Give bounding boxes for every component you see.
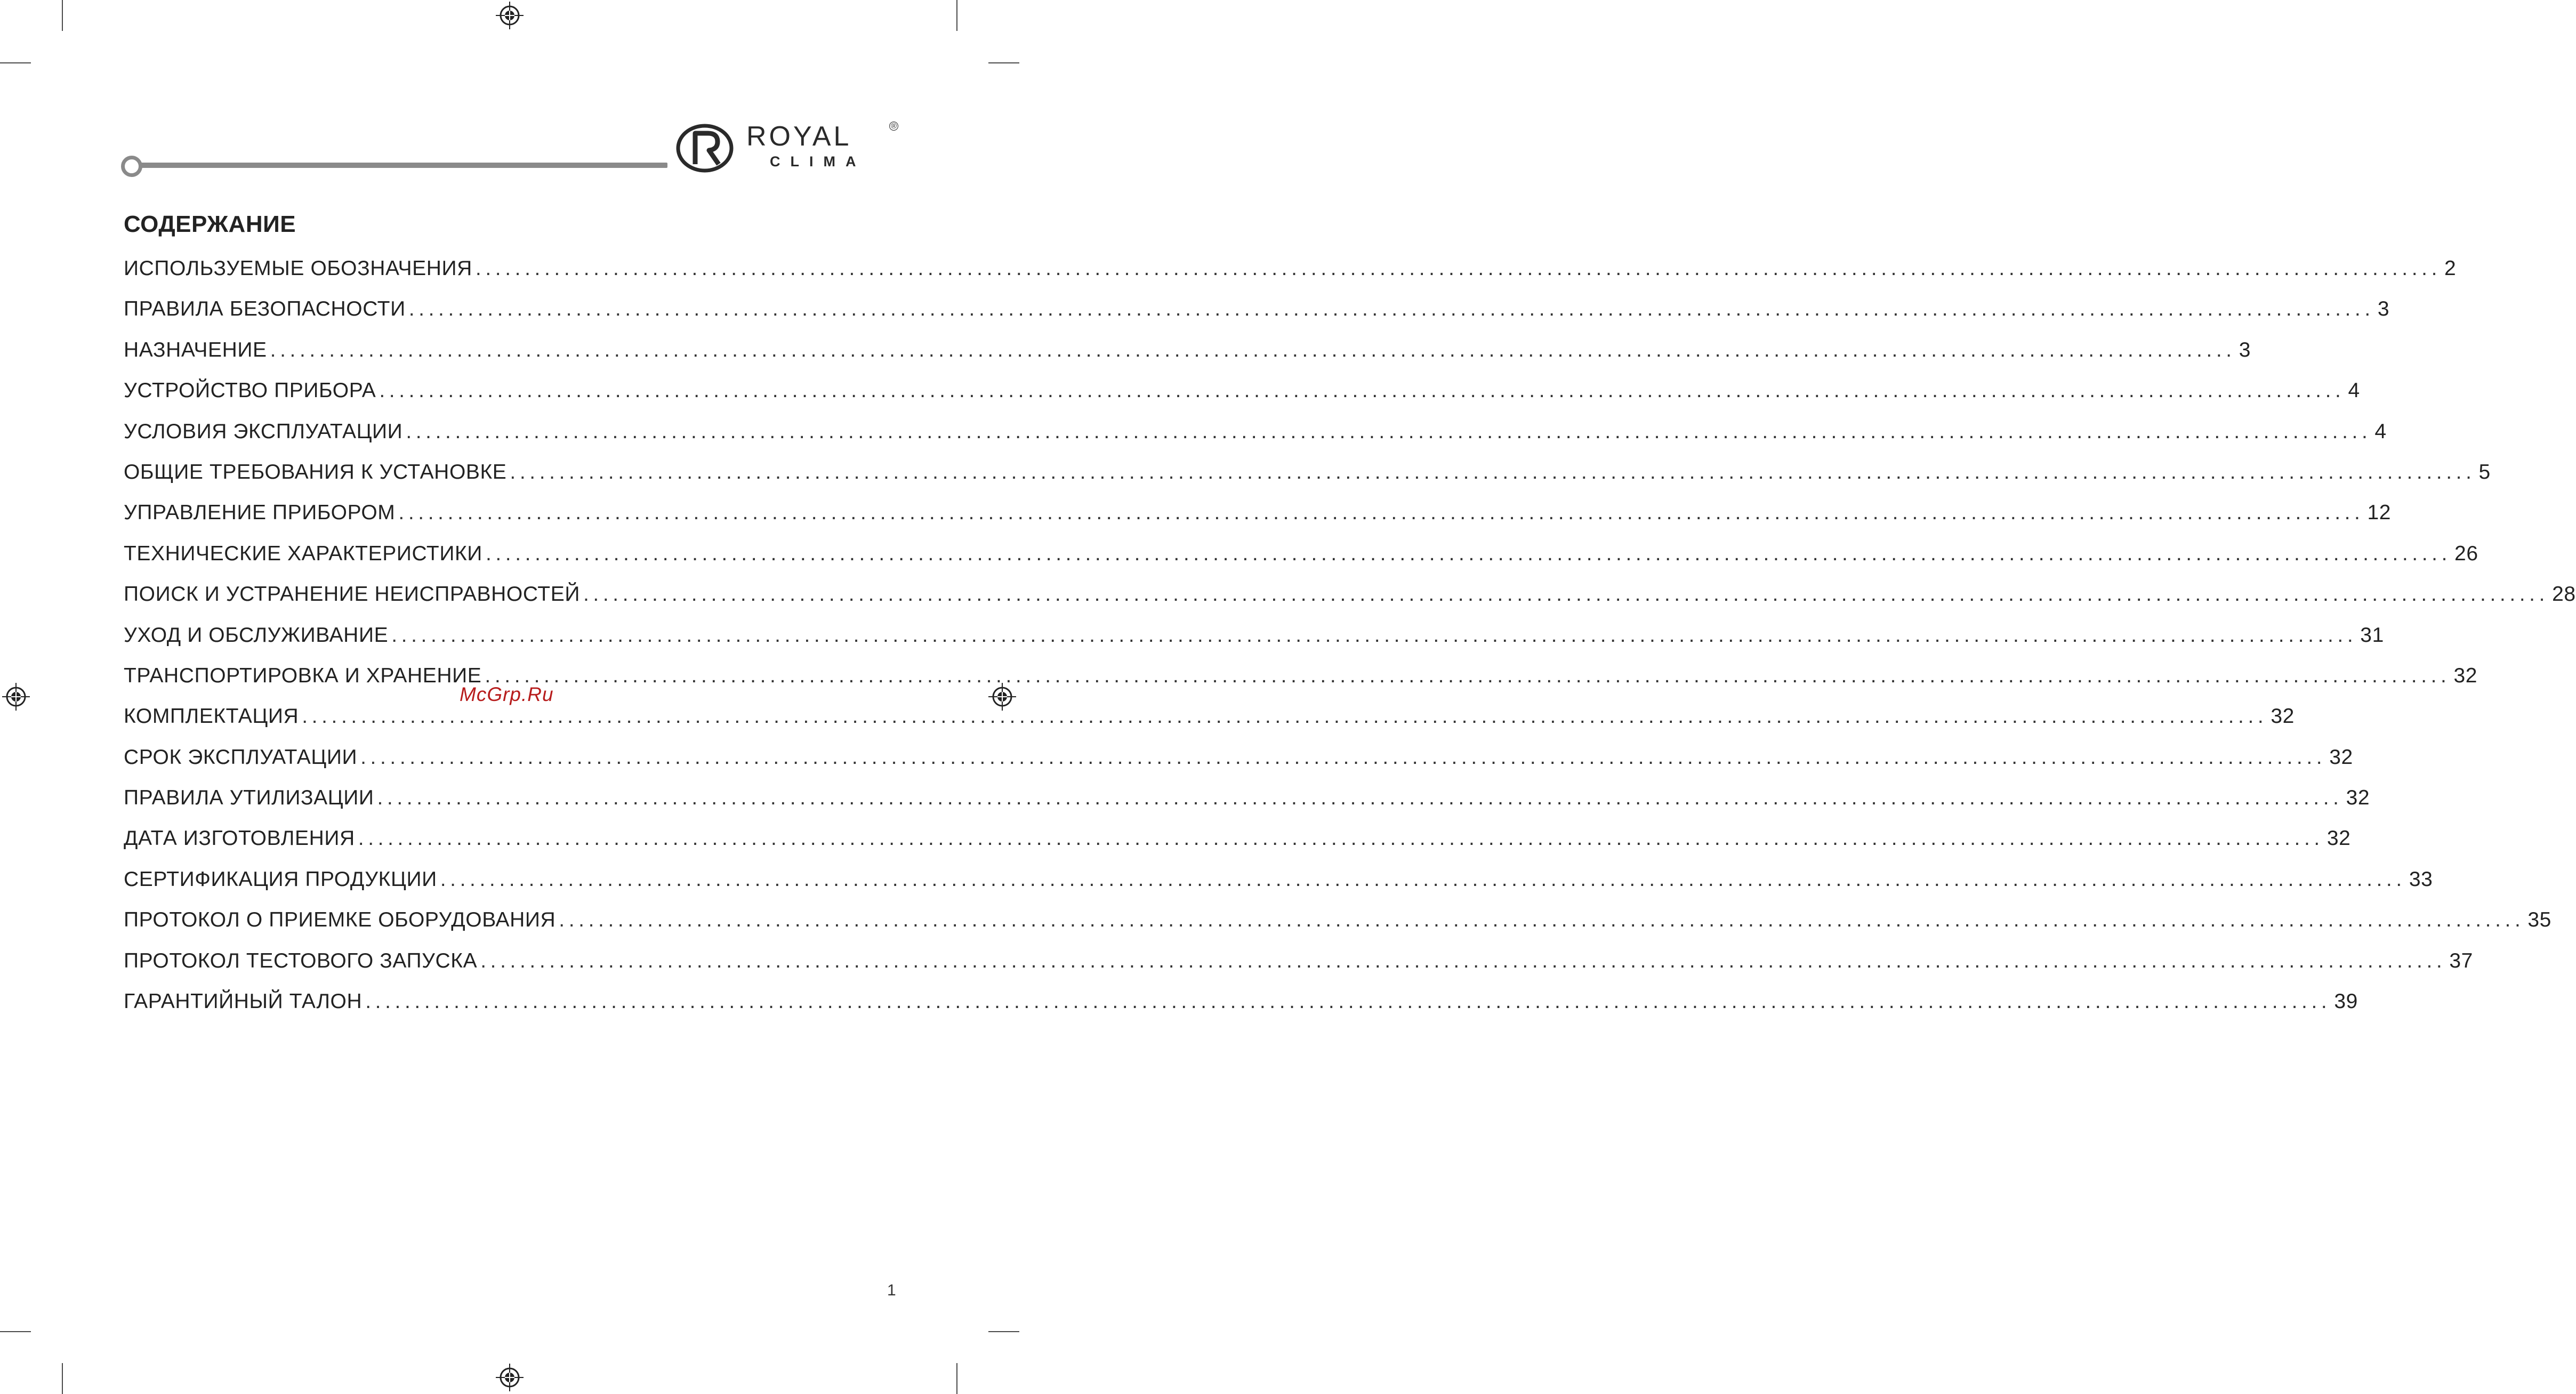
toc-entry-label: ПРОТОКОЛ О ПРИЕМКЕ ОБОРУДОВАНИЯ <box>124 908 556 932</box>
toc-leader-dots: ........................................................................................................................................................................................................ <box>583 583 2549 606</box>
toc-entry-label: УСТРОЙСТВО ПРИБОРА <box>124 379 376 402</box>
registration-mark-icon <box>2 683 30 711</box>
crop-mark-top-left-horizontal <box>0 62 31 63</box>
registered-mark: ® <box>889 122 898 131</box>
toc-leader-dots: ........................................................................................................................................................................................................ <box>270 338 2236 361</box>
toc-entry-page: 39 <box>2334 990 2358 1013</box>
crop-mark-bottom-left-vertical <box>62 1363 63 1394</box>
toc-entry-page: 31 <box>2360 623 2384 647</box>
toc-entry <box>124 949 2473 990</box>
toc-entry <box>124 990 2358 1030</box>
toc-entry-page: 32 <box>2453 664 2478 687</box>
toc-entry <box>124 745 2353 786</box>
toc-entry-page: 3 <box>2239 338 2251 361</box>
toc-entry <box>124 705 2295 745</box>
toc-entry-page: 32 <box>2327 827 2351 850</box>
toc-entry-label: ПРАВИЛА УТИЛИЗАЦИИ <box>124 786 374 810</box>
toc-entry <box>124 908 2551 949</box>
toc-entry-label: ТРАНСПОРТИРОВКА И ХРАНЕНИЕ <box>124 664 482 687</box>
toc-entry-label: УПРАВЛЕНИЕ ПРИБОРОМ <box>124 501 396 525</box>
toc-entry-label: ГАРАНТИЙНЫЙ ТАЛОН <box>124 990 363 1013</box>
toc-leader-dots: ........................................................................................................................................................................................................ <box>510 460 2476 484</box>
toc-entry <box>124 786 2370 827</box>
page-number: 1 <box>887 1282 896 1299</box>
toc-entry <box>124 867 2433 908</box>
header-rule-ring <box>121 156 142 177</box>
toc-entry <box>124 827 2351 867</box>
crop-mark-top-left-vertical <box>62 0 63 31</box>
toc-entry-label: ОБЩИЕ ТРЕБОВАНИЯ К УСТАНОВКЕ <box>124 460 507 484</box>
toc-entry-label: УСЛОВИЯ ЭКСПЛУАТАЦИИ <box>124 420 403 443</box>
toc-leader-dots: ........................................................................................................................................................................................................ <box>559 908 2525 932</box>
toc-entry-label: ПОИСК И УСТРАНЕНИЕ НЕИСПРАВНОСТЕЙ <box>124 583 580 606</box>
toc-leader-dots: ........................................................................................................................................................................................................ <box>377 786 2343 810</box>
toc-leader-dots: ........................................................................................................................................................................................................ <box>408 297 2374 321</box>
brand-royal: ROYAL <box>746 121 852 152</box>
toc-entry-page: 37 <box>2449 949 2473 972</box>
toc-entry-label: ПРОТОКОЛ ТЕСТОВОГО ЗАПУСКА <box>124 949 478 972</box>
toc-entry-page: 3 <box>2377 297 2390 321</box>
crop-mark-bottom-right-horizontal <box>988 1331 1019 1332</box>
toc-leader-dots: ........................................................................................................................................................................................................ <box>365 990 2331 1013</box>
toc-entry <box>124 338 2251 379</box>
toc-entry-page: 4 <box>2348 379 2360 402</box>
toc-leader-dots: ........................................................................................................................................................................................................ <box>440 867 2406 891</box>
toc-entry-page: 35 <box>2527 908 2551 932</box>
toc-entry-page: 2 <box>2444 257 2457 280</box>
royal-clima-logo <box>676 122 900 175</box>
toc-entry <box>124 379 2360 420</box>
toc-entry-label: СРОК ЭКСПЛУАТАЦИИ <box>124 745 358 769</box>
watermark: McGrp.Ru <box>460 683 554 705</box>
royal-clima-r-mark-icon <box>676 124 734 173</box>
toc-entry-label: СЕРТИФИКАЦИЯ ПРОДУКЦИИ <box>124 867 437 891</box>
header-rule <box>129 163 667 168</box>
toc-entry-page: 33 <box>2409 867 2433 891</box>
toc-entry <box>124 460 2491 501</box>
toc-entry <box>124 583 2576 623</box>
toc-entry-label: УХОД И ОБСЛУЖИВАНИЕ <box>124 623 389 647</box>
toc-entry-label: НАЗНАЧЕНИЕ <box>124 338 267 361</box>
crop-mark-bottom-left-horizontal <box>0 1331 31 1332</box>
toc-entry-page: 32 <box>2329 745 2353 769</box>
toc-leader-dots: ........................................................................................................................................................................................................ <box>302 705 2268 728</box>
toc-leader-dots: ........................................................................................................................................................................................................ <box>480 949 2446 972</box>
toc-entry-label: ДАТА ИЗГОТОВЛЕНИЯ <box>124 827 355 850</box>
toc-entry-page: 28 <box>2552 583 2576 606</box>
toc-entry-page: 32 <box>2346 786 2370 810</box>
toc-entry-label: ИСПОЛЬЗУЕМЫЕ ОБОЗНАЧЕНИЯ <box>124 257 472 280</box>
toc-entry <box>124 501 2392 542</box>
brand-clima: CLIMA <box>770 154 866 170</box>
toc-leader-dots: ........................................................................................................................................................................................................ <box>475 257 2442 280</box>
registration-mark-icon <box>496 1364 524 1391</box>
toc-entry <box>124 420 2387 461</box>
toc-entry-page: 26 <box>2454 542 2478 565</box>
table-of-contents <box>124 257 2576 1030</box>
crop-mark-top-right-vertical <box>956 0 957 31</box>
toc-leader-dots: ........................................................................................................................................................................................................ <box>360 745 2327 769</box>
toc-entry <box>124 623 2384 664</box>
toc-entry-page: 32 <box>2271 705 2295 728</box>
registration-mark-icon <box>496 2 524 29</box>
toc-entry-label: КОМПЛЕКТАЦИЯ <box>124 705 299 728</box>
toc-leader-dots: ........................................................................................................................................................................................................ <box>485 664 2451 687</box>
crop-mark-bottom-right-vertical <box>956 1363 957 1394</box>
toc-entry <box>124 542 2478 583</box>
toc-entry-label: ТЕХНИЧЕСКИЕ ХАРАКТЕРИСТИКИ <box>124 542 482 565</box>
crop-mark-top-right-horizontal <box>988 62 1019 63</box>
toc-entry <box>124 297 2390 338</box>
toc-entry <box>124 257 2457 297</box>
page-title: СОДЕРЖАНИЕ <box>124 211 296 237</box>
toc-leader-dots: ........................................................................................................................................................................................................ <box>398 501 2364 525</box>
toc-entry-page: 5 <box>2478 460 2491 484</box>
toc-leader-dots: ........................................................................................................................................................................................................ <box>379 379 2345 402</box>
toc-leader-dots: ........................................................................................................................................................................................................ <box>391 623 2357 647</box>
toc-entry-page: 4 <box>2374 420 2387 443</box>
toc-leader-dots: ........................................................................................................................................................................................................ <box>406 420 2372 443</box>
toc-entry-page: 12 <box>2367 501 2392 525</box>
toc-leader-dots: ........................................................................................................................................................................................................ <box>485 542 2452 565</box>
toc-entry-label: ПРАВИЛА БЕЗОПАСНОСТИ <box>124 297 406 321</box>
toc-leader-dots: ........................................................................................................................................................................................................ <box>358 827 2324 850</box>
